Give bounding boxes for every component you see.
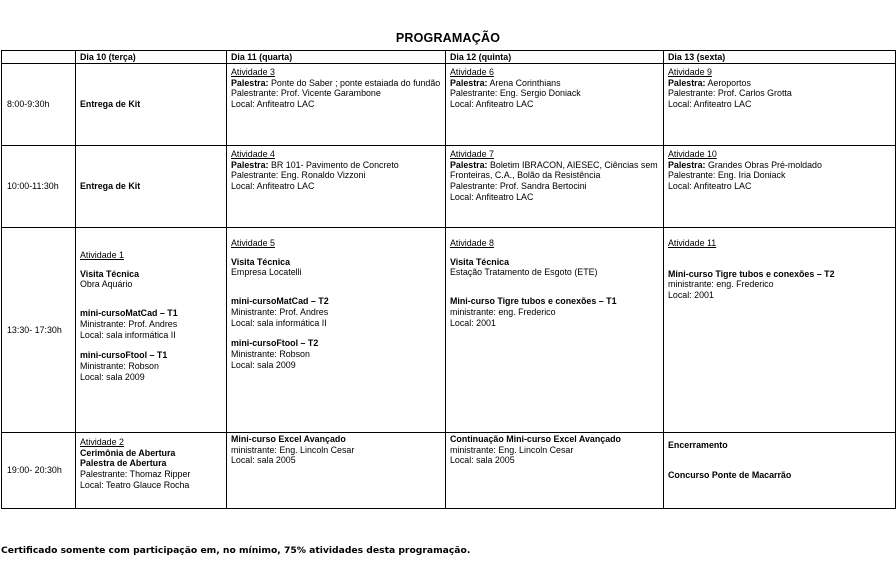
kit-label: Entrega de Kit [80, 99, 141, 110]
location-line: Local: 2001 [450, 317, 496, 328]
closing-line: Encerramento [668, 440, 728, 450]
time-cell: 13:30- 17:30h [2, 228, 76, 433]
activity-title: Atividade 4 [231, 149, 275, 159]
activity-title: Atividade 10 [668, 149, 717, 159]
certificate-note: Certificado somente com participação em, no mínimo, 75% atividades desta programação. [1, 545, 471, 556]
lecture-line [450, 160, 659, 181]
visit-label: Visita Técnica [450, 256, 510, 267]
course-line [231, 338, 441, 349]
header-empty-cell [2, 51, 76, 64]
location-line: Local: Anfiteatro LAC [668, 181, 752, 192]
lecture-label: Palestra: [668, 159, 706, 170]
course-name: Ftool – T2 [276, 338, 319, 349]
instructor-line: Ministrante: Prof. Andres [231, 306, 329, 317]
time-cell: 10:00-11:30h [2, 146, 76, 228]
lecture-line [668, 78, 891, 89]
speaker-line: Palestrante: Prof. Carlos Grotta [668, 88, 792, 99]
instructor-line: Ministrante: Robson [231, 348, 310, 359]
course-line [80, 308, 222, 319]
activity-cell [664, 433, 896, 509]
speaker-line: Palestrante: Thomaz Ripper [80, 469, 191, 480]
activity-cell [227, 64, 446, 146]
contest-line: Concurso Ponte de Macarrão [668, 469, 792, 480]
instructor-line: ministrante: Eng. Lincoln Cesar [450, 444, 574, 455]
instructor-line: Ministrante: Prof. Andres [80, 318, 178, 329]
activity-cell [664, 228, 896, 433]
lecture-topic: BR 101- Pavimento de Concreto [268, 159, 399, 170]
location-line: Local: sala 2009 [80, 371, 145, 382]
activity-title: Atividade 5 [231, 238, 275, 248]
activity-title: Atividade 6 [450, 67, 494, 77]
activity-cell [664, 64, 896, 146]
course-name: Excel Avançado [551, 434, 621, 444]
table-header-row [2, 51, 896, 64]
header-day-11: Dia 11 (quarta) [227, 51, 446, 64]
course-name: MatCad – T2 [276, 296, 329, 307]
visit-place: Obra Aquário [80, 279, 133, 290]
location-line: Local: sala informática II [80, 329, 176, 340]
lecture-line [450, 78, 659, 89]
lecture-label: Palestra: [231, 159, 269, 170]
location-line: Local: 2001 [668, 290, 714, 301]
header-day-12: Dia 12 (quinta) [446, 51, 664, 64]
speaker-line: Palestrante: Prof. Sandra Bertocini [450, 181, 587, 192]
lecture-topic: Arena Corinthians [487, 77, 561, 88]
visit-place: Empresa Locatelli [231, 267, 302, 278]
instructor-line: ministrante: Eng. Lincoln Cesar [231, 444, 355, 455]
instructor-line: ministrante: eng. Frederico [450, 306, 556, 317]
kit-cell [76, 64, 227, 146]
table-row [2, 146, 896, 228]
table-row [2, 433, 896, 509]
header-day-13: Dia 13 (sexta) [664, 51, 896, 64]
activity-title: Atividade 2 [80, 437, 124, 447]
time-cell: 19:00- 20:30h [2, 433, 76, 509]
course-label: mini-curso [231, 338, 277, 349]
activity-cell [76, 228, 227, 433]
lecture-topic: Grandes Obras Pré-moldado [705, 159, 822, 170]
lecture-label: Palestra: [231, 77, 269, 88]
table-row [2, 228, 896, 433]
activity-cell [446, 433, 664, 509]
location-line: Local: Anfiteatro LAC [231, 99, 315, 110]
location-line: Local: sala 2009 [231, 359, 296, 370]
activity-title: Atividade 1 [80, 250, 124, 260]
activity-cell [446, 64, 664, 146]
activity-cell [446, 146, 664, 228]
lecture-topic: Ponte do Saber ; ponte estaiada do fundão [268, 77, 441, 88]
location-line: Local: Anfiteatro LAC [450, 191, 534, 202]
page-title: PROGRAMAÇÃO [395, 31, 501, 45]
visit-place: Estação Tratamento de Esgoto (ETE) [450, 267, 598, 278]
activity-title: Atividade 3 [231, 67, 275, 77]
course-name: Mini-curso Tigre tubos e conexões – T2 [668, 268, 835, 279]
activity-title: Atividade 8 [450, 238, 494, 248]
speaker-line: Palestrante: Eng. Ronaldo Vizzoni [231, 170, 366, 181]
header-day-10: Dia 10 (terça) [76, 51, 227, 64]
instructor-line: Ministrante: Robson [80, 360, 159, 371]
course-name: Excel Avançado [275, 434, 346, 444]
visit-label: Visita Técnica [80, 268, 140, 279]
ceremony-line: Cerimônia de Abertura [80, 447, 176, 458]
location-line: Local: Anfiteatro LAC [450, 99, 534, 110]
lecture-label: Palestra: [450, 159, 488, 170]
course-line [80, 350, 222, 361]
course-label: mini-curso [80, 308, 126, 319]
course-name: Mini-curso Tigre tubos e conexões – T1 [450, 296, 617, 307]
course-label: mini-curso [231, 296, 277, 307]
course-label: Mini-curso [231, 434, 276, 444]
course-line [450, 434, 659, 445]
course-name: Ftool – T1 [125, 350, 168, 361]
speaker-line: Palestrante: Eng. Iria Doniack [668, 170, 786, 181]
location-line: Local: Teatro Glauce Rocha [80, 479, 190, 490]
course-line [231, 296, 441, 307]
location-line: Local: Anfiteatro LAC [668, 99, 752, 110]
lecture-line [668, 160, 891, 171]
activity-cell [227, 228, 446, 433]
activity-title: Atividade 7 [450, 149, 494, 159]
activity-cell [446, 228, 664, 433]
activity-cell [227, 146, 446, 228]
opening-lecture-line: Palestra de Abertura [80, 458, 167, 469]
table-row [2, 64, 896, 146]
activity-cell [76, 433, 227, 509]
course-label: mini-curso [80, 350, 126, 361]
course-label: Continuação Mini-curso [450, 434, 552, 444]
instructor-line: ministrante: eng. Frederico [668, 279, 774, 290]
lecture-label: Palestra: [668, 77, 706, 88]
activity-cell [227, 433, 446, 509]
course-line [231, 434, 441, 445]
lecture-topic: Aeroportos [705, 77, 751, 88]
speaker-line: Palestrante: Eng. Sergio Doniack [450, 88, 581, 99]
activity-title: Atividade 9 [668, 67, 712, 77]
location-line: Local: sala 2005 [450, 455, 515, 466]
visit-label: Visita Técnica [231, 256, 291, 267]
activity-title: Atividade 11 [668, 238, 717, 248]
course-name: MatCad – T1 [125, 308, 178, 319]
lecture-line [231, 160, 441, 171]
location-line: Local: sala 2005 [231, 455, 296, 466]
speaker-line: Palestrante: Prof. Vicente Garambone [231, 88, 381, 99]
kit-cell [76, 146, 227, 228]
location-line: Local: sala informática II [231, 317, 327, 328]
lecture-label: Palestra: [450, 77, 488, 88]
lecture-line [231, 78, 441, 89]
time-cell: 8:00-9:30h [2, 64, 76, 146]
schedule-table [1, 50, 896, 509]
activity-cell [664, 146, 896, 228]
kit-label: Entrega de Kit [80, 181, 141, 192]
location-line: Local: Anfiteatro LAC [231, 181, 315, 192]
lecture-topic: Boletim IBRACON, AIESEC, Ciências sem Fronteiras, C.A., Bolão da Resistência [450, 159, 658, 181]
